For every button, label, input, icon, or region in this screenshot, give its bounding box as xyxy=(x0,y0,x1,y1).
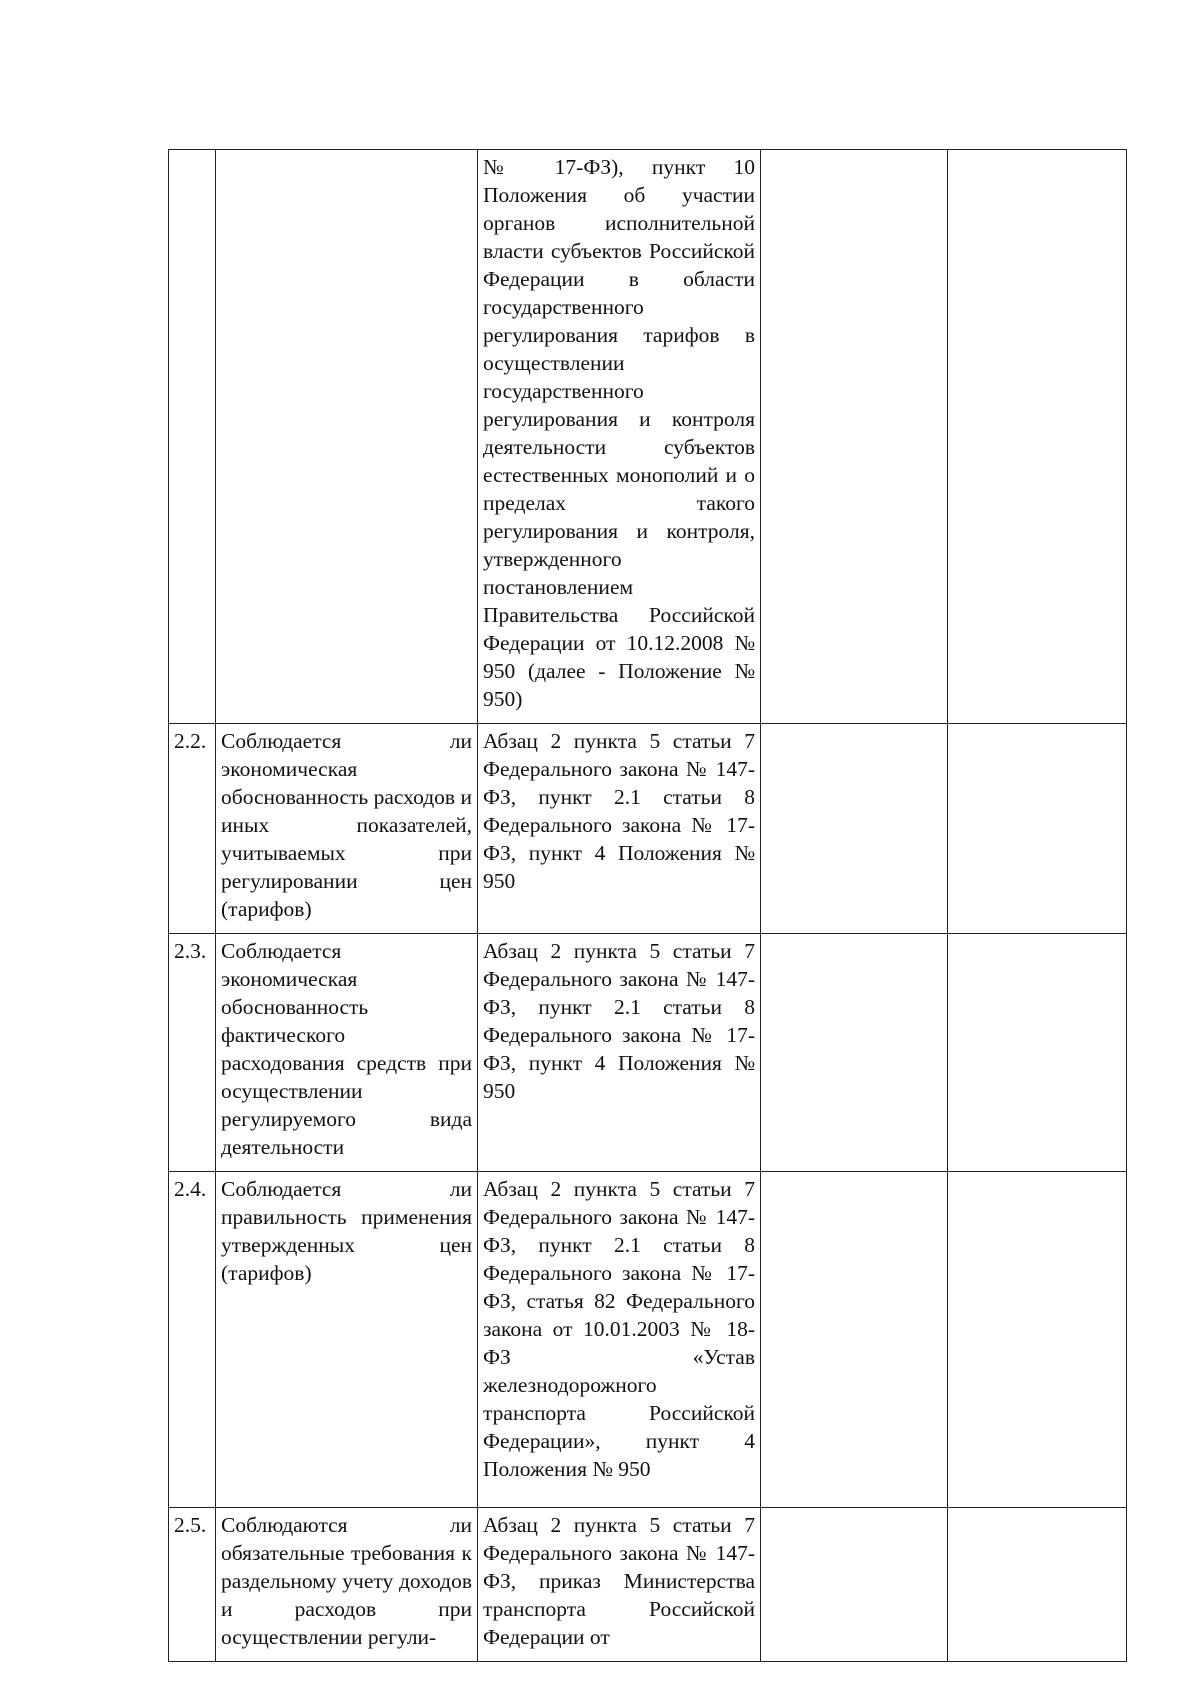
legal-reference-cell: Абзац 2 пункта 5 статьи 7 Федерального закона № 147-ФЗ, пункт 2.1 статьи 8 Федерального закона № 17-ФЗ, пункт 4 Положения № 950 xyxy=(478,724,761,934)
checklist-table xyxy=(168,149,1127,1662)
row-number: 2.4. xyxy=(169,1172,216,1508)
row-number: 2.5. xyxy=(169,1508,216,1662)
legal-reference-cell: Абзац 2 пункта 5 статьи 7 Федерального закона № 147-ФЗ, пункт 2.1 статьи 8 Федерального закона № 17-ФЗ, статья 82 Федерального закона от 10.01.2003 № 18-ФЗ «Устав железнодорожного транспорта Российской Федерации», пункт 4 Положения № 950 xyxy=(478,1172,761,1508)
table-row xyxy=(169,150,1127,724)
note-cell xyxy=(948,934,1127,1172)
note-cell xyxy=(948,1172,1127,1508)
question-cell: Соблюдается ли правильность применения утвержденных цен (тарифов) xyxy=(216,1172,478,1508)
question-cell xyxy=(216,150,478,724)
row-number: 2.3. xyxy=(169,934,216,1172)
answer-cell xyxy=(761,150,948,724)
answer-cell xyxy=(761,934,948,1172)
table-row xyxy=(169,1172,1127,1508)
table-row xyxy=(169,724,1127,934)
answer-cell xyxy=(761,724,948,934)
row-number: 2.2. xyxy=(169,724,216,934)
answer-cell xyxy=(761,1172,948,1508)
legal-reference-cell: № 17-ФЗ), пункт 10 Положения об участии органов исполнительной власти субъектов Российской Федерации в области государственного регулирования тарифов в осуществлении государственного регулирования и контроля деятельности субъектов естественных монополий и о пределах такого регулирования и контроля, утвержденного постановлением Правительства Российской Федерации от 10.12.2008 № 950 (далее - Положение № 950) xyxy=(478,150,761,724)
note-cell xyxy=(948,724,1127,934)
note-cell xyxy=(948,150,1127,724)
question-cell: Соблюдается экономическая обоснованность фактического расходования средств при осуществлении регулируемого вида деятельности xyxy=(216,934,478,1172)
table-row xyxy=(169,1508,1127,1662)
note-cell xyxy=(948,1508,1127,1662)
table-row xyxy=(169,934,1127,1172)
legal-reference-cell: Абзац 2 пункта 5 статьи 7 Федерального закона № 147-ФЗ, пункт 2.1 статьи 8 Федерального закона № 17-ФЗ, пункт 4 Положения № 950 xyxy=(478,934,761,1172)
legal-reference-cell: Абзац 2 пункта 5 статьи 7 Федерального закона № 147-ФЗ, приказ Министерства транспорта Российской Федерации от xyxy=(478,1508,761,1662)
answer-cell xyxy=(761,1508,948,1662)
question-cell: Соблюдаются ли обязательные требования к раздельному учету доходов и расходов при осуществлении регули- xyxy=(216,1508,478,1662)
row-number xyxy=(169,150,216,724)
question-cell: Соблюдается ли экономическая обоснованность расходов и иных показателей, учитываемых при регулировании цен (тарифов) xyxy=(216,724,478,934)
